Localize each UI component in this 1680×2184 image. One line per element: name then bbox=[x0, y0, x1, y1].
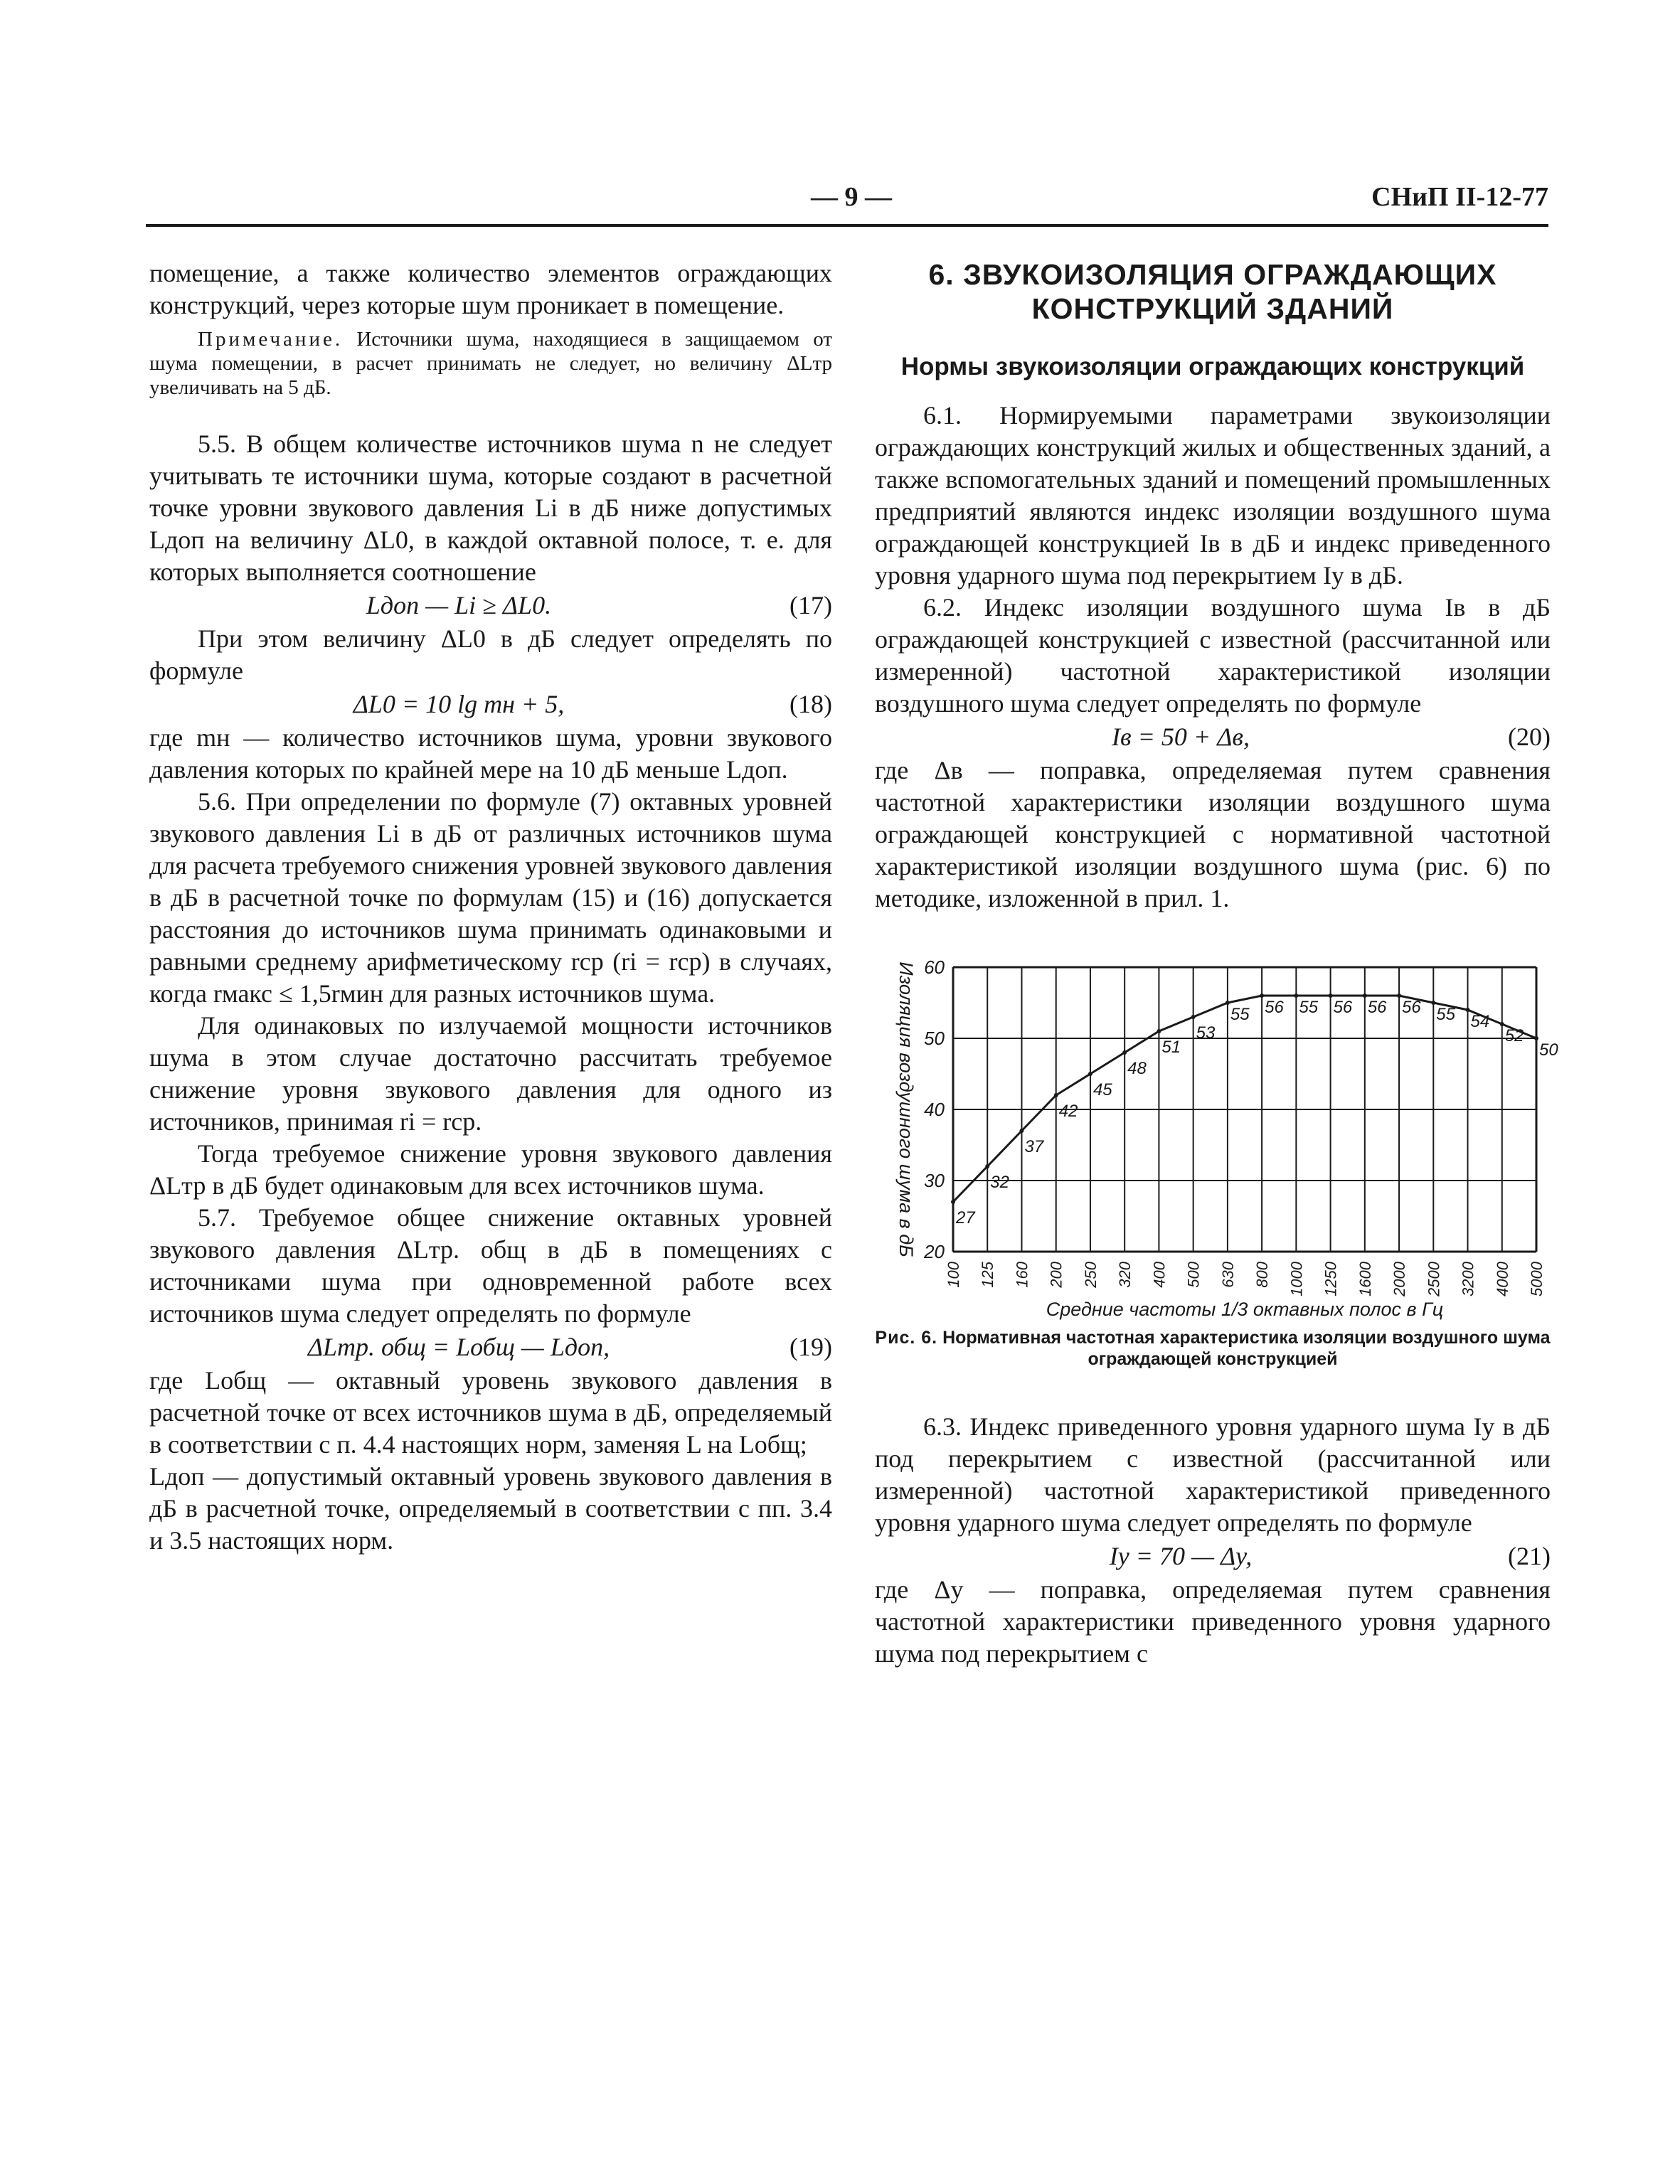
data-point bbox=[1466, 1008, 1470, 1012]
data-point bbox=[1500, 1022, 1504, 1026]
note-label: Примечание. bbox=[198, 328, 344, 351]
x-tick-label: 1250 bbox=[1322, 1262, 1340, 1296]
data-point bbox=[1260, 994, 1264, 998]
data-label: 52 bbox=[1504, 1026, 1524, 1045]
data-point bbox=[1088, 1072, 1092, 1076]
left-column bbox=[149, 257, 832, 1557]
data-label: 32 bbox=[990, 1173, 1009, 1192]
data-label: 56 bbox=[1367, 998, 1387, 1017]
paragraph-6-1: 6.1. Нормируемыми параметрами звукоизоляции ограждающих конструкций жилых и общественных зданий, а также вспомогательных зданий и помещений промышленных предприятий являются индекс изоляции воздушного шума ограждающей конструкцией Iв в дБ и индекс приведенного уровня ударного шума под перекрытием Iу в дБ. bbox=[875, 401, 1551, 590]
formula-17-number: (17) bbox=[790, 591, 832, 619]
figure-caption bbox=[875, 1327, 1551, 1370]
data-point bbox=[985, 1164, 989, 1168]
paragraph-intro: помещение, а также количество элементов ограждающих конструкций, через которые шум проникает в помещение. bbox=[149, 259, 832, 319]
x-tick-label: 320 bbox=[1116, 1262, 1134, 1288]
data-label: 53 bbox=[1196, 1023, 1216, 1043]
paragraph-5-6: 5.6. При определении по формуле (7) октавных уровней звукового давления Li в дБ от различных источников шума для расчета требуемого снижения уровней звукового давления в дБ в расчетной точке по формулам (15) и (16) допускается расстояния до источников шума принимать одинаковыми и равными среднему арифметическому rср (ri = rср) в случаях, когда rмакс ≤ 1,5rмин для разных источников шума. bbox=[149, 787, 832, 1008]
data-point bbox=[1226, 1001, 1230, 1005]
data-point bbox=[1054, 1093, 1058, 1097]
formula-18 bbox=[149, 688, 832, 720]
formula-18-text: ΔL0 = 10 lg mн + 5, bbox=[353, 690, 565, 718]
x-tick-label: 500 bbox=[1184, 1262, 1203, 1288]
formula-20-number: (20) bbox=[1508, 723, 1551, 751]
document-code: СНиП II-12-77 bbox=[1371, 182, 1548, 212]
x-tick-label: 5000 bbox=[1528, 1262, 1546, 1296]
section-title: 6. ЗВУКОИЗОЛЯЦИЯ ОГРАЖДАЮЩИХ КОНСТРУКЦИЙ ЗДАНИЙ bbox=[928, 258, 1497, 325]
x-tick-label: 630 bbox=[1218, 1262, 1237, 1288]
page-number: — 9 — bbox=[811, 182, 892, 212]
data-label: 27 bbox=[956, 1208, 975, 1227]
x-tick-label: 200 bbox=[1047, 1262, 1065, 1288]
x-tick-label: 100 bbox=[945, 1262, 962, 1288]
formula-17-text: Lдоп — Li ≥ ΔL0. bbox=[366, 591, 552, 619]
x-tick-label: 3200 bbox=[1459, 1262, 1477, 1296]
y-tick-label: 20 bbox=[924, 1241, 945, 1262]
paragraph-where-l: где Lобщ — октавный уровень звукового давления в расчетной точке от всех источников шума в дБ, определяемый в соответствии с п. 4.4 настоящих норм, заменяя L на Lобщ; bbox=[149, 1366, 832, 1459]
caption-label: Рис. 6. bbox=[875, 1328, 938, 1348]
y-tick-label: 30 bbox=[924, 1170, 945, 1191]
formula-19-number: (19) bbox=[790, 1333, 832, 1361]
caption-text: Нормативная частотная характеристика изоляции воздушного шума ограждающей конструкцией bbox=[937, 1328, 1551, 1369]
data-label: 37 bbox=[1024, 1137, 1044, 1156]
data-point bbox=[1191, 1015, 1196, 1019]
formula-21-number: (21) bbox=[1508, 1542, 1551, 1570]
chart-y-label: Изоляция воздушного шума в дБ bbox=[895, 962, 917, 1257]
data-point bbox=[1534, 1036, 1538, 1040]
x-tick-label: 800 bbox=[1253, 1262, 1272, 1288]
data-label: 48 bbox=[1127, 1059, 1147, 1078]
formula-19 bbox=[149, 1331, 832, 1363]
formula-17 bbox=[149, 590, 832, 622]
x-tick-label: 400 bbox=[1150, 1262, 1169, 1288]
data-label: 55 bbox=[1230, 1005, 1250, 1024]
x-tick-label: 4000 bbox=[1493, 1262, 1511, 1296]
data-label: 56 bbox=[1402, 998, 1421, 1017]
right-column bbox=[875, 257, 1558, 1670]
formula-20 bbox=[875, 721, 1551, 753]
y-tick-label: 50 bbox=[924, 1028, 945, 1049]
paragraph-5-5b: При этом величину ΔL0 в дБ следует определять по формуле bbox=[149, 624, 832, 685]
chart-x-ticks bbox=[945, 1261, 1546, 1297]
paragraph-where-dv: где Δв — поправка, определяемая путем сравнения частотной характеристики изоляции воздушного шума ограждающей конструкцией с нормативной частотной характеристикой изоляции воздушного шума (рис. 6) по методике, изложенной в прил. 1. bbox=[875, 756, 1551, 912]
x-tick-label: 1600 bbox=[1356, 1262, 1374, 1296]
data-label: 56 bbox=[1265, 998, 1284, 1017]
y-tick-label: 40 bbox=[924, 1099, 945, 1120]
x-tick-label: 250 bbox=[1081, 1262, 1100, 1288]
x-tick-label: 160 bbox=[1013, 1262, 1031, 1288]
formula-19-text: ΔLтр. общ = Lобщ — Lдоп, bbox=[307, 1333, 610, 1361]
paragraph-where-m: где mн — количество источников шума, уровни звукового давления которых по крайней мере на 10 дБ меньше Lдоп. bbox=[149, 723, 832, 784]
paragraph-5-7: 5.7. Требуемое общее снижение октавных уровней звукового давления ΔLтр. общ в дБ в помещениях с источниками шума при одновременной работе всех источников шума следует определять по формуле bbox=[149, 1203, 832, 1328]
x-tick-label: 125 bbox=[979, 1262, 997, 1288]
data-point bbox=[1397, 994, 1401, 998]
paragraph-where-dy: где Δу — поправка, определяемая путем сравнения частотной характеристики приведенного уровня ударного шума под перекрытием с bbox=[875, 1575, 1551, 1668]
x-tick-label: 2500 bbox=[1425, 1262, 1443, 1296]
data-point bbox=[1122, 1050, 1127, 1055]
paragraph-5-6c: Тогда требуемое снижение уровня звукового давления ΔLтр в дБ будет одинаковым для всех источников шума. bbox=[149, 1139, 832, 1200]
data-point bbox=[1329, 994, 1333, 998]
chart-series bbox=[951, 994, 1538, 1204]
paragraph-6-2: 6.2. Индекс изоляции воздушного шума Iв в дБ ограждающей конструкцией с известной (рассчитанной или измеренной) частотной характеристикой изоляции воздушного шума следует определять по формуле bbox=[875, 593, 1551, 718]
series-line bbox=[953, 996, 1536, 1202]
x-tick-label: 2000 bbox=[1391, 1262, 1409, 1296]
data-label: 54 bbox=[1470, 1012, 1490, 1031]
data-point bbox=[1431, 1001, 1435, 1005]
note-text: Источники шума, находящиеся в защищаемом от шума помещении, в расчет принимать не следует, но величину ΔLтр увеличивать на 5 дБ. bbox=[149, 328, 832, 399]
note bbox=[149, 327, 832, 400]
paragraph-where-ldop: Lдоп — допустимый октавный уровень звукового давления в дБ в расчетной точке, определяемый в соответствии с пп. 3.4 и 3.5 настоящих норм. bbox=[149, 1462, 832, 1555]
chart-x-label: Средние частоты 1/3 октавных полос в Гц bbox=[1046, 1299, 1444, 1320]
data-point bbox=[1294, 994, 1298, 998]
data-point bbox=[1019, 1129, 1024, 1133]
formula-18-number: (18) bbox=[790, 690, 832, 718]
paragraph-5-6b: Для одинаковых по излучаемой мощности источников шума в этом случае достаточно рассчитать требуемое снижение уровня звукового давления для одного из источников, принимая ri = rср. bbox=[149, 1011, 832, 1136]
data-label: 55 bbox=[1299, 998, 1319, 1017]
chart-y-ticks bbox=[923, 957, 945, 1262]
data-point bbox=[1157, 1029, 1161, 1033]
data-label: 42 bbox=[1058, 1102, 1078, 1121]
formula-21 bbox=[875, 1540, 1551, 1572]
formula-21-text: Iу = 70 — Δу, bbox=[1109, 1542, 1253, 1570]
figure-6-chart bbox=[875, 939, 1558, 1323]
data-label: 50 bbox=[1539, 1040, 1558, 1060]
data-point bbox=[1363, 994, 1367, 998]
y-tick-label: 60 bbox=[924, 957, 945, 978]
data-point bbox=[951, 1200, 955, 1204]
data-label: 45 bbox=[1092, 1080, 1112, 1099]
header-rule bbox=[146, 224, 1548, 227]
chart-svg bbox=[875, 939, 1558, 1323]
formula-20-text: Iв = 50 + Δв, bbox=[1112, 723, 1250, 751]
subsection-title: Нормы звукоизоляции ограждающих конструкций bbox=[900, 353, 1525, 380]
data-label: 55 bbox=[1436, 1005, 1455, 1024]
data-label: 51 bbox=[1161, 1038, 1181, 1057]
x-tick-label: 1000 bbox=[1287, 1262, 1306, 1296]
paragraph-5-5: 5.5. В общем количестве источников шума n не следует учитывать те источники шума, которые создают в расчетной точке уровни звукового давления Li в дБ ниже допустимых Lдоп на величину ΔL0, в каждой октавной полосе, т. е. для которых выполняется соотношение bbox=[149, 430, 832, 586]
data-label: 56 bbox=[1333, 998, 1353, 1017]
paragraph-6-3: 6.3. Индекс приведенного уровня ударного шума Iу в дБ под перекрытием с известной (рассчитанной или измеренной) частотной характеристикой приведенного уровня ударного шума следует определять по формуле bbox=[875, 1412, 1551, 1537]
